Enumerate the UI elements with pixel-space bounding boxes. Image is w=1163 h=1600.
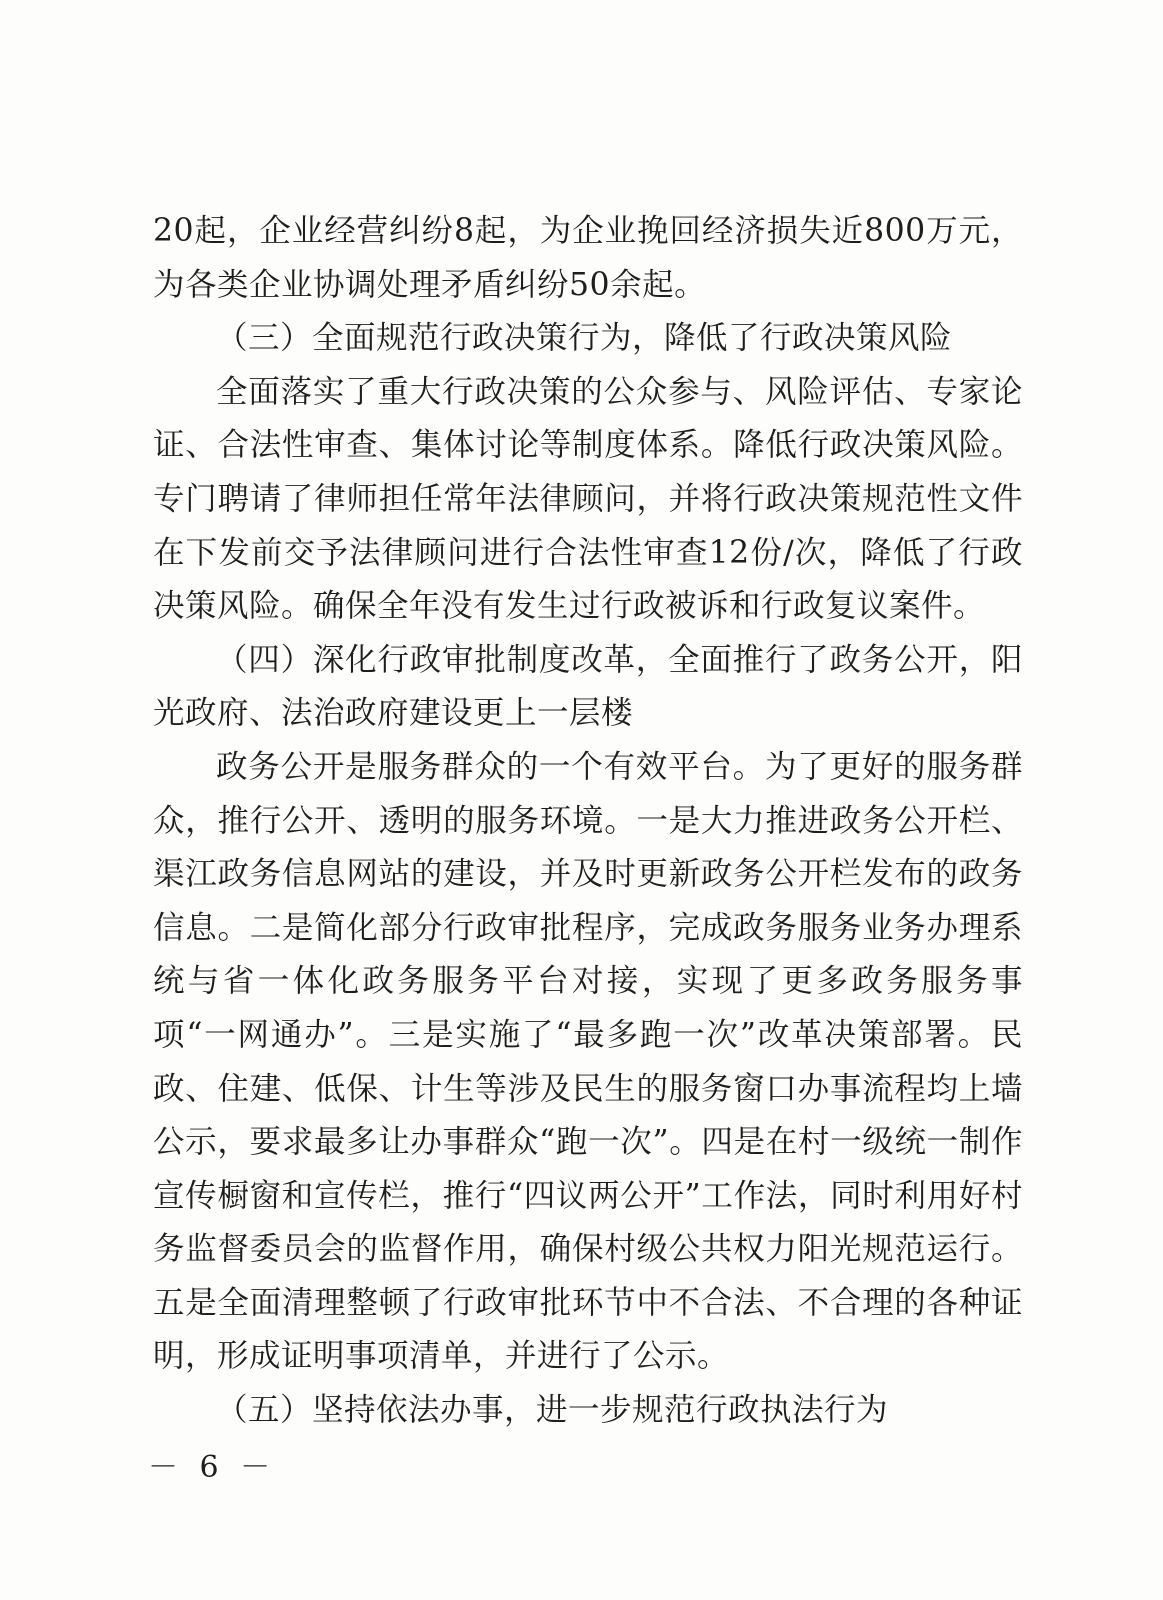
section-heading-3: （三）全面规范行政决策行为，降低了行政决策风险 <box>216 320 953 357</box>
paragraph-section-4: 政务公开是服务群众的一个有效平台。为了更好的服务群众，推行公开、透明的服务环境。一是大力推进政务公开栏、渠江政务信息网站的建设，并及时更新政务公开栏发布的政务信息。二是简化部分行政审批程序，完成政务服务业务办理系统与省一体化政务服务平台对接，实现了更多政务服务事项“一网通办”。三是实施了“最多跑一次”改革决策部署。民政、住建、低保、计生等涉及民生的服务窗口办事流程均上墙公示，要求最多让办事群众“跑一次”。四是在村一级统一制作宣传橱窗和宣传栏，推行“四议两公开”工作法，同时利用好村务监督委员会的监督作用，确保村级公共权力阳光规范运行。五是全面清理整顿了行政审批环节中不合法、不合理的各种证明，形成证明事项清单，并进行了公示。 <box>153 748 1023 1375</box>
page-number: － 6 － <box>148 1450 277 1485</box>
section-heading-5: （五）坚持依法办事，进一步规范行政执法行为 <box>216 1392 889 1429</box>
document-body <box>153 205 1023 1438</box>
section-heading-4: （四）深化行政审批制度改革，全面推行了政务公开，阳光政府、法治政府建设更上一层楼 <box>153 641 1023 732</box>
paragraph-section-3: 全面落实了重大行政决策的公众参与、风险评估、专家论证、合法性审查、集体讨论等制度体系。降低行政决策风险。专门聘请了律师担任常年法律顾问，并将行政决策规范性文件在下发前交予法律顾问进行合法性审查12份/次，降低了行政决策风险。确保全年没有发生过行政被诉和行政复议案件。 <box>153 373 1023 625</box>
paragraph-continuation: 20起，企业经营纠纷8起，为企业挽回经济损失近800万元，为各类企业协调处理矛盾纠纷50余起。 <box>153 213 1023 303</box>
